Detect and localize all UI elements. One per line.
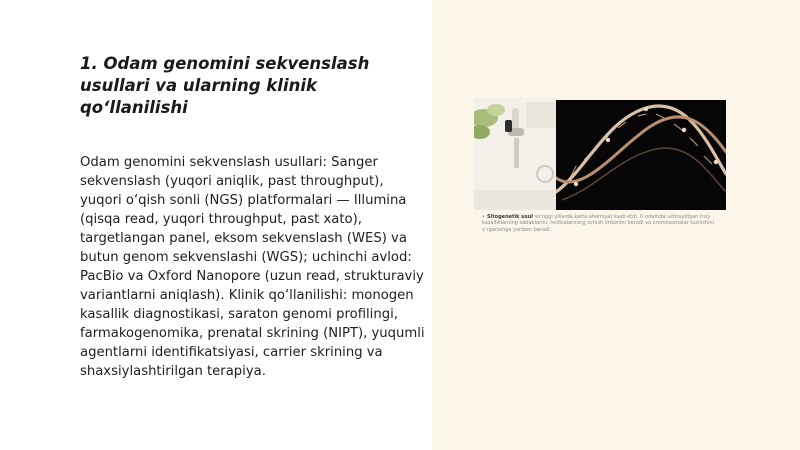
slide-body-text: Odam genomini sekvenslash usullari: Sanger sekvenslash (yuqori aniqlik, past throughput), yuqori o‘qish sonli (NGS) platformalari — Illumina (qisqa read, yuqori throughput, past xato), targetlangan panel, eksom sekvenslash (WES) va butun genom sekvenslashi (WGS); uchinchi avlod: PacBio va Oxford Nanopore (uzun read, strukturaviy variantlarni aniqlash). Klinik qo‘llanilishi: monogen kasallik diagnostikasi, saraton genomi profilingi, farmakogenomika, prenatal skrining (NIPT), yuqumli agentlarni identifikatsiyasi, carrier skrining va shaxsiylashtirilgan terapiya. <box>80 155 425 379</box>
figure-caption <box>482 214 722 233</box>
embedded-figure <box>474 98 726 288</box>
caption-lead: Sitogenetik usul <box>486 214 533 220</box>
caption-text: so‘nggi yillarda katta ahamiyat kasb etdi. U odamda uchraydigan irsiy kasalliklarning sabablarini, hodisalarining ochish imkonini beradi va xromosomalar tuzilishini o‘rganishga yordam beradi. <box>482 214 714 233</box>
slide-title: 1. Odam genomini sekvenslash usullari va ularning klinik qo‘llanilishi <box>80 54 370 117</box>
bullet-icon: • <box>482 214 485 220</box>
microscope-photo-icon <box>474 98 556 210</box>
dna-helix-icon <box>556 100 726 210</box>
dna-photo <box>556 100 726 210</box>
lab-photo <box>474 98 556 210</box>
